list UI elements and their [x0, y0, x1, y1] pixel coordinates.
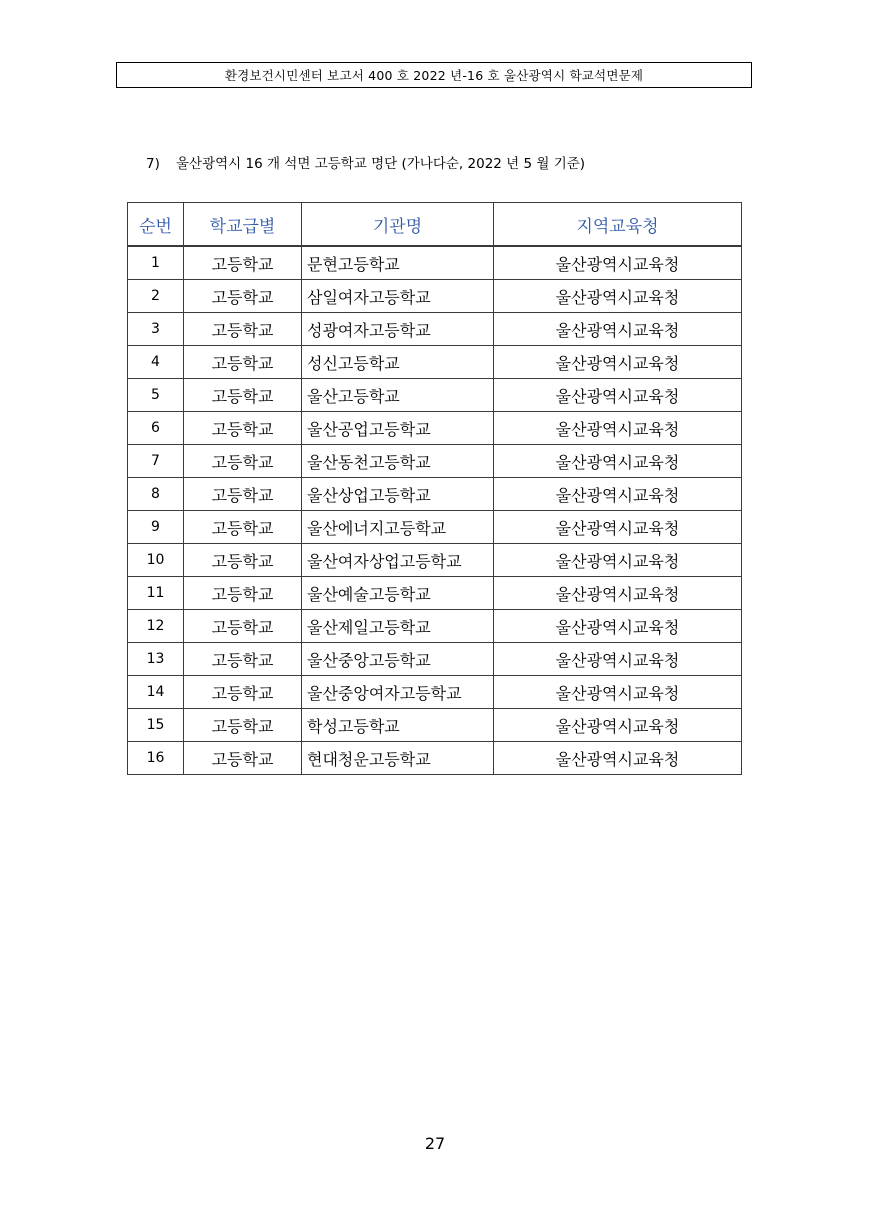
cell-number: 7: [128, 445, 184, 478]
cell-school-level: 고등학교: [184, 346, 302, 379]
cell-education-office: 울산광역시교육청: [494, 676, 742, 709]
cell-number: 10: [128, 544, 184, 577]
table-row: [128, 478, 742, 511]
cell-school-name: 울산중앙여자고등학교: [302, 676, 494, 709]
cell-school-name: 울산예술고등학교: [302, 577, 494, 610]
cell-education-office: 울산광역시교육청: [494, 246, 742, 280]
section-title-text: 울산광역시 16 개 석면 고등학교 명단 (가나다순, 2022 년 5 월 기준): [176, 156, 586, 172]
cell-school-level: 고등학교: [184, 742, 302, 775]
cell-school-level: 고등학교: [184, 709, 302, 742]
table-row: [128, 412, 742, 445]
cell-school-name: 성신고등학교: [302, 346, 494, 379]
table-row: [128, 445, 742, 478]
cell-school-level: 고등학교: [184, 511, 302, 544]
column-header-office: 지역교육청: [494, 203, 742, 247]
cell-number: 5: [128, 379, 184, 412]
cell-school-level: 고등학교: [184, 313, 302, 346]
table-row: [128, 709, 742, 742]
cell-school-level: 고등학교: [184, 643, 302, 676]
cell-education-office: 울산광역시교육청: [494, 280, 742, 313]
cell-school-level: 고등학교: [184, 379, 302, 412]
cell-education-office: 울산광역시교육청: [494, 313, 742, 346]
cell-school-name: 성광여자고등학교: [302, 313, 494, 346]
table-row: [128, 280, 742, 313]
cell-education-office: 울산광역시교육청: [494, 709, 742, 742]
table-row: [128, 643, 742, 676]
cell-school-name: 울산고등학교: [302, 379, 494, 412]
section-number: 7): [146, 156, 160, 172]
cell-school-name: 현대청운고등학교: [302, 742, 494, 775]
table-row: [128, 610, 742, 643]
cell-education-office: 울산광역시교육청: [494, 577, 742, 610]
cell-school-name: 울산에너지고등학교: [302, 511, 494, 544]
cell-education-office: 울산광역시교육청: [494, 412, 742, 445]
cell-number: 16: [128, 742, 184, 775]
table-row: [128, 742, 742, 775]
cell-school-name: 울산동천고등학교: [302, 445, 494, 478]
column-header-level: 학교급별: [184, 203, 302, 247]
cell-number: 12: [128, 610, 184, 643]
cell-school-level: 고등학교: [184, 544, 302, 577]
table-row: [128, 246, 742, 280]
table-row: [128, 676, 742, 709]
cell-school-name: 울산공업고등학교: [302, 412, 494, 445]
cell-school-level: 고등학교: [184, 610, 302, 643]
cell-number: 1: [128, 246, 184, 280]
page-number: 27: [424, 1134, 446, 1153]
table-header-row: [128, 203, 742, 247]
cell-number: 2: [128, 280, 184, 313]
table-row: [128, 577, 742, 610]
cell-number: 14: [128, 676, 184, 709]
column-header-no: 순번: [128, 203, 184, 247]
cell-number: 15: [128, 709, 184, 742]
cell-school-level: 고등학교: [184, 577, 302, 610]
cell-education-office: 울산광역시교육청: [494, 544, 742, 577]
column-header-name: 기관명: [302, 203, 494, 247]
cell-school-name: 울산제일고등학교: [302, 610, 494, 643]
cell-school-level: 고등학교: [184, 676, 302, 709]
cell-school-name: 울산여자상업고등학교: [302, 544, 494, 577]
cell-school-level: 고등학교: [184, 412, 302, 445]
school-list-table: [127, 202, 742, 775]
cell-school-name: 울산중앙고등학교: [302, 643, 494, 676]
cell-education-office: 울산광역시교육청: [494, 742, 742, 775]
section-title: [146, 152, 585, 172]
cell-number: 6: [128, 412, 184, 445]
table-body: [128, 246, 742, 775]
cell-education-office: 울산광역시교육청: [494, 511, 742, 544]
cell-school-name: 문현고등학교: [302, 246, 494, 280]
cell-school-name: 삼일여자고등학교: [302, 280, 494, 313]
cell-number: 9: [128, 511, 184, 544]
report-header-text: 환경보건시민센터 보고서 400 호 2022 년-16 호 울산광역시 학교석면문제: [224, 68, 644, 83]
cell-education-office: 울산광역시교육청: [494, 379, 742, 412]
cell-education-office: 울산광역시교육청: [494, 445, 742, 478]
cell-number: 8: [128, 478, 184, 511]
cell-number: 11: [128, 577, 184, 610]
cell-number: 13: [128, 643, 184, 676]
table-row: [128, 379, 742, 412]
table-row: [128, 313, 742, 346]
cell-school-level: 고등학교: [184, 246, 302, 280]
cell-education-office: 울산광역시교육청: [494, 643, 742, 676]
cell-education-office: 울산광역시교육청: [494, 346, 742, 379]
cell-school-level: 고등학교: [184, 478, 302, 511]
table-row: [128, 544, 742, 577]
cell-school-name: 학성고등학교: [302, 709, 494, 742]
cell-number: 4: [128, 346, 184, 379]
cell-school-level: 고등학교: [184, 280, 302, 313]
cell-number: 3: [128, 313, 184, 346]
report-header: [116, 62, 752, 88]
cell-school-name: 울산상업고등학교: [302, 478, 494, 511]
cell-school-level: 고등학교: [184, 445, 302, 478]
cell-education-office: 울산광역시교육청: [494, 610, 742, 643]
table-row: [128, 346, 742, 379]
cell-education-office: 울산광역시교육청: [494, 478, 742, 511]
table-row: [128, 511, 742, 544]
